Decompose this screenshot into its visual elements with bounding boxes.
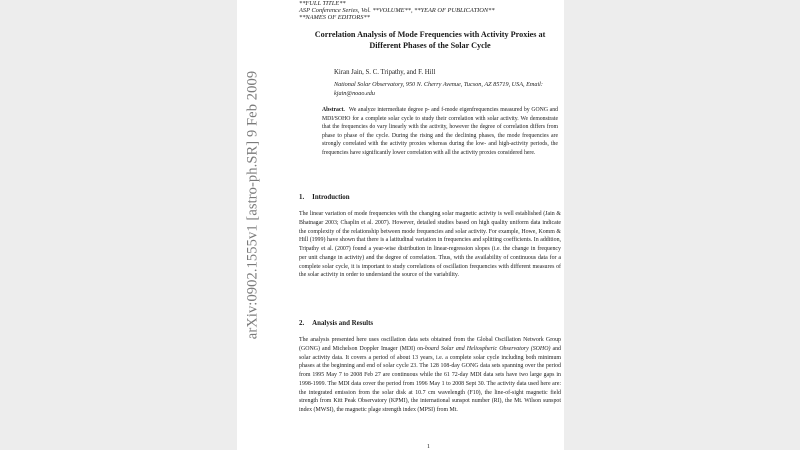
page-number: 1	[427, 444, 430, 450]
abstract-text: We analyze intermediate degree p- and f-mode eigenfrequencies measured by GONG and MDI/SOHO for a complete solar cycle to study their correlation with solar activity. We demonstrate that the frequencies do vary linearly with the activity, however the degree of correlation differs from phase to phase of the cycle. During the rising and the declining phases, the mode frequencies are strongly correlated with the activity proxies whereas during the low- and high-activity periods, the frequencies have significantly lower correlation with all the activity proxies considered here.	[322, 107, 558, 156]
authors: Kiran Jain, S. C. Tripathy, and F. Hill	[334, 69, 436, 76]
section-title: Analysis and Results	[312, 320, 374, 327]
header-line-2: ASP Conference Series, Vol. **VOLUME**, **YEAR OF PUBLICATION**	[299, 7, 495, 14]
abstract	[322, 106, 558, 157]
analysis-paragraph	[299, 336, 561, 415]
analysis-text-b: and solar activity data. It covers a period of about 13 years, i.e. a complete solar cycle including both minimum phases at the beginning and end of solar cycle 23. The 128 108-day GONG data sets spanning over the period from 1995 May 7 to 2008 Feb 27 are continuous while the 61 72-day MDI data sets have two large gaps in 1998-1999. The MDI data cover the period from 1996 May 1 to 2008 Sept 30. The activity data used here are: the integrated emission from the solar disk at 10.7 cm wavelength (F10), the line-of-sight magnetic field strength from Kitt Peak Observatory (KPMI), the international sunspot number (RI), the Mt. Wilson sunspot index (MWSI), the magnetic plage strength index (MPSI) from Mt.	[299, 345, 561, 413]
header-line-1: **FULL TITLE**	[299, 0, 346, 7]
arxiv-stamp	[237, 0, 269, 450]
header-line-3: **NAMES OF EDITORS**	[299, 14, 370, 21]
section-number: 1.	[299, 194, 305, 201]
section-heading-introduction	[299, 194, 350, 201]
analysis-text-italic: board Solar and Heliospheric Observatory (SOHO)	[425, 345, 551, 352]
abstract-label: Abstract.	[322, 107, 345, 113]
arxiv-id: arXiv:0902.1555v1 [astro-ph.SR] 9 Feb 2009	[244, 70, 261, 340]
section-heading-analysis	[299, 320, 373, 327]
introduction-paragraph: The linear variation of mode frequencies with the changing solar magnetic activity is well established (Jain & Bhatnagar 2003; Chaplin et al. 2007). However, detailed studies based on high quality uniform data indicate the complexity of the relationship between mode frequencies and solar activity. For example, Howe, Komm & Hill (1999) have shown that there is a latitudinal variation in frequencies and splitting coefficients. In addition, Tripathy et al. (2007) found a year-wise distribution in linear-regression slopes (i.e. the change in frequency per unit change in activity) and the degree of correlation. Thus, with the availability of continuous data for a complete solar cycle, it is important to study correlations of oscillation frequencies with different measures of the solar activity in order to understand the source of the variability.	[299, 211, 561, 279]
section-number: 2.	[299, 320, 305, 327]
analysis-text-a: The analysis presented here uses oscillation data sets obtained from the Global Oscillation Network Group (GONG) and Michelson Doppler Imager (MDI) on-	[299, 337, 561, 352]
affiliation: National Solar Observatory, 950 N. Cherry Avenue, Tucson, AZ 85719, USA, Email: kjain@noao.edu	[334, 81, 543, 97]
paper-title: Correlation Analysis of Mode Frequencies with Activity Proxies at Different Phases of the Solar Cycle	[314, 30, 546, 50]
section-title: Introduction	[312, 194, 350, 201]
